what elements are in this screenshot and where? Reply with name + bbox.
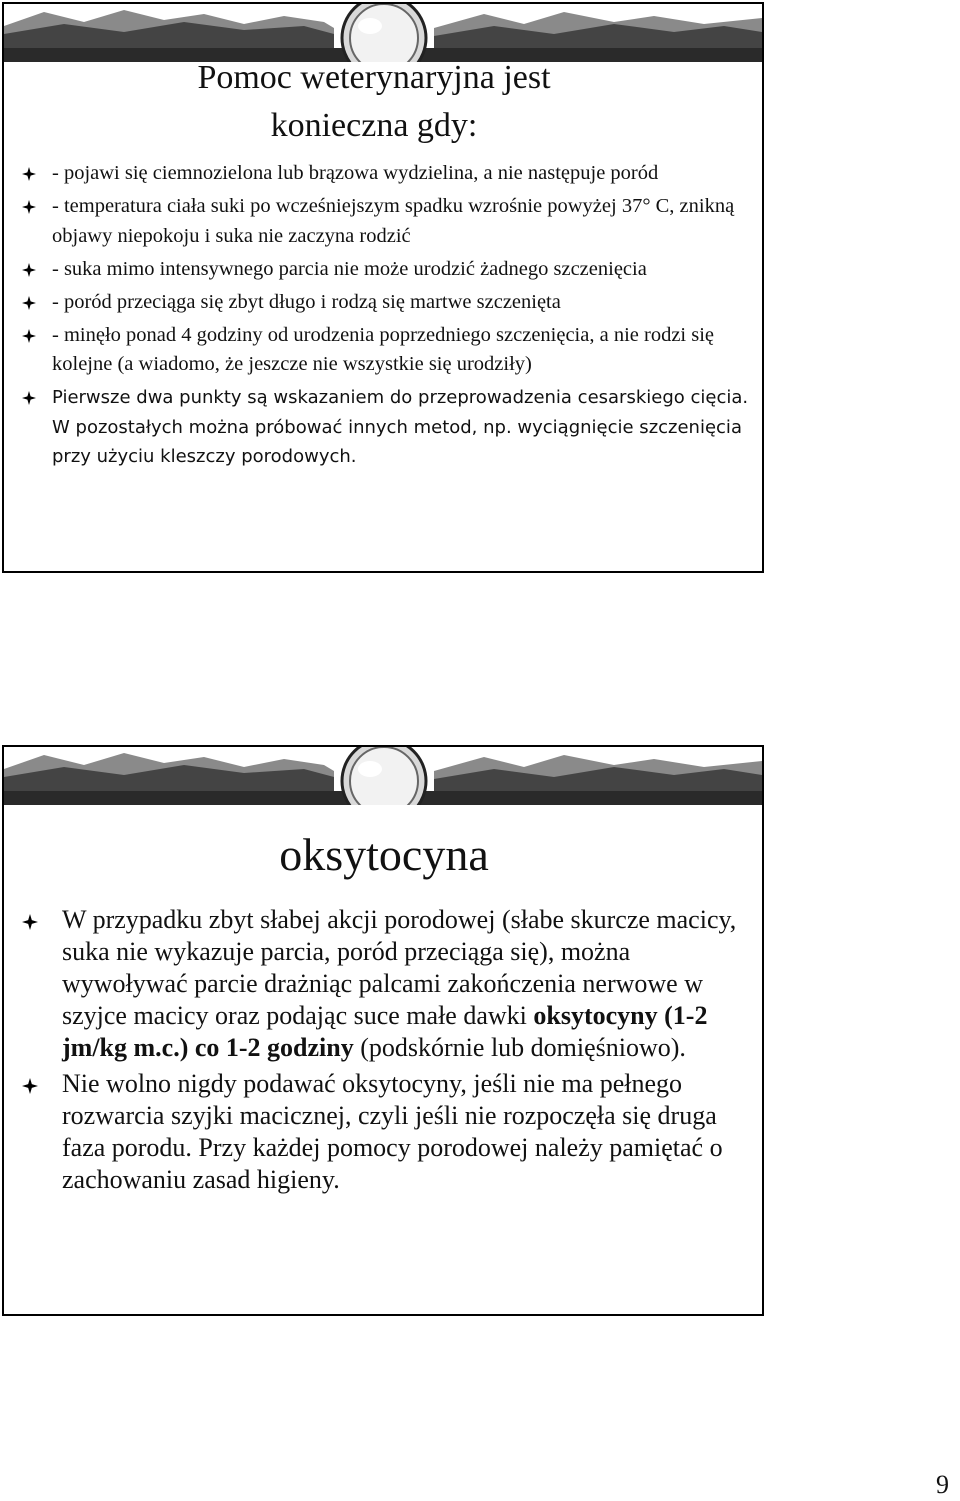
star-bullet-icon	[22, 167, 36, 181]
star-bullet-icon	[22, 296, 36, 310]
slide-2	[2, 745, 764, 1316]
star-bullet-icon	[22, 200, 36, 214]
star-bullet-icon	[22, 1078, 38, 1094]
bullet-text: Nie wolno nigdy podawać oksytocyny, jeśli nie ma pełnego rozwarcia szyjki macicznej, czyli jeśli nie rozpoczęła się druga faza porodu. Przy każdej pomocy porodowej należy pamiętać o zachowaniu zasad higieny.	[62, 1069, 723, 1194]
slide-1-title-line-2: konieczna gdy:	[270, 107, 478, 144]
bullet-text: - minęło ponad 4 godziny od urodzenia poprzedniego szczenięcia, a nie rodzi się kolejne (a wiadomo, że jeszcze nie wszystkie się urodziły)	[52, 323, 715, 375]
slide-1-title-line-1: Pomoc weterynaryjna jest	[197, 59, 551, 96]
slide-2-title: oksytocyna	[279, 829, 489, 880]
list-item	[22, 288, 752, 318]
bullet-text: - suka mimo intensywnego parcia nie może urodzić żadnego szczenięcia	[52, 257, 647, 280]
list-item	[22, 1068, 757, 1196]
slide-1-bullet-list	[22, 159, 752, 475]
list-item	[22, 321, 752, 380]
landscape-globe-icon	[4, 747, 762, 805]
header-landscape-art	[4, 747, 762, 805]
list-item	[22, 159, 752, 189]
slide-1	[2, 2, 764, 573]
slide-1-title	[44, 54, 704, 150]
bullet-text-part-2: (podskórnie lub domięśniowo).	[353, 1033, 686, 1062]
page-number: 9	[936, 1470, 949, 1499]
star-bullet-icon	[22, 391, 36, 405]
bullet-text: - temperatura ciała suki po wcześniejszym spadku wzrośnie powyżej 37° C, znikną objawy niepokoju i suka nie zaczyna rodzić	[52, 195, 735, 247]
list-item	[22, 192, 752, 251]
star-bullet-icon	[22, 263, 36, 277]
list-item	[22, 904, 757, 1064]
slide-2-bullet-list	[22, 904, 757, 1200]
bullet-text-bold: oksytocyny (1-2 jm/kg m.c.) co 1-2 godziny	[62, 1001, 708, 1062]
list-item	[22, 383, 752, 472]
star-bullet-icon	[22, 329, 36, 343]
bullet-text: Pierwsze dwa punkty są wskazaniem do przeprowadzenia cesarskiego cięcia. W pozostałych można próbować innych metod, np. wyciągnięcie szczenięcia przy użyciu kleszczy porodowych.	[52, 387, 749, 467]
bullet-text: - pojawi się ciemnozielona lub brązowa wydzielina, a nie następuje poród	[52, 162, 659, 184]
star-bullet-icon	[22, 914, 38, 930]
bullet-text: - poród przeciąga się zbyt długo i rodzą się martwe szczenięta	[52, 290, 561, 313]
list-item	[22, 255, 752, 285]
bullet-text-part-1: W przypadku zbyt słabej akcji porodowej (słabe skurcze macicy, suka nie wykazuje parcia, poród przeciąga się), można wywoływać parcie drażniąc palcami zakończenia nerwowe w szyjce macicy oraz podając suce małe dawki	[62, 905, 737, 1030]
